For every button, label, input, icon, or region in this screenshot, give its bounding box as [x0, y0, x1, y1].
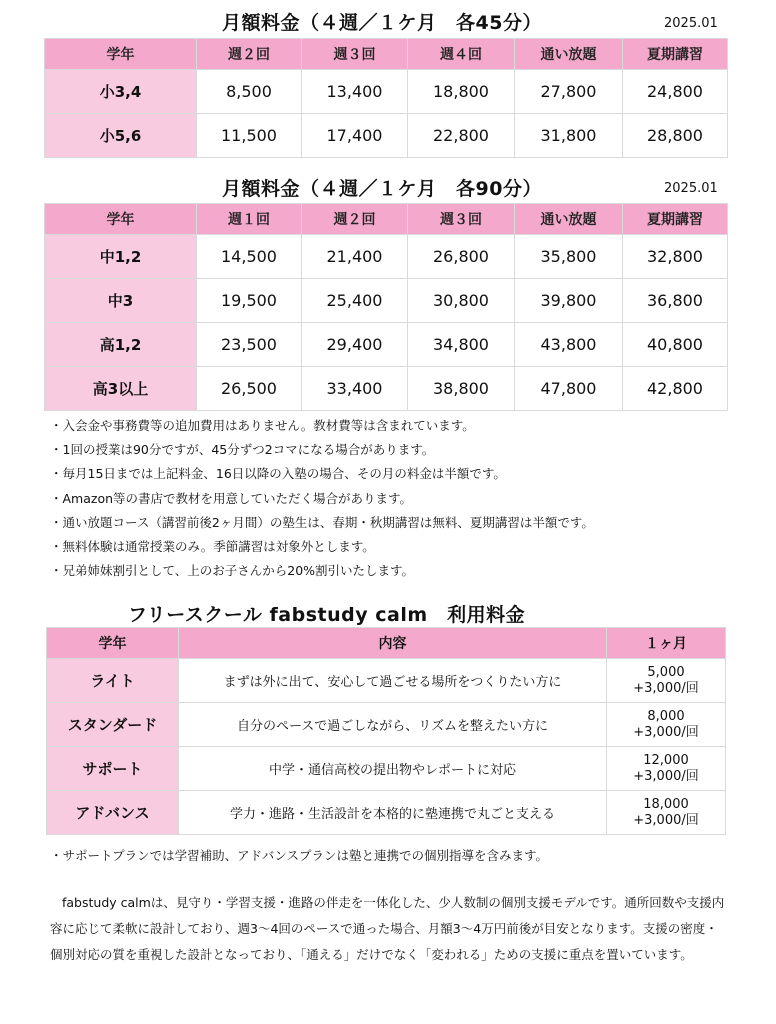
fee-value: 18,000 — [643, 796, 689, 812]
fee-cell — [607, 747, 726, 791]
grade-cell: 中1,2 — [45, 235, 197, 279]
notes-list — [50, 414, 594, 583]
price-cell: 27,800 — [515, 70, 623, 114]
note-item: ・Amazon等の書店で教材を用意していただく場合があります。 — [50, 490, 413, 506]
price-cell: 43,800 — [515, 323, 623, 367]
price-cell: 18,800 — [408, 70, 515, 114]
fee-cell — [607, 703, 726, 747]
fee-extra: +3,000/回 — [633, 724, 699, 740]
price-cell: 31,800 — [515, 114, 623, 158]
content-cell: 学力・進路・生活設計を本格的に塾連携で丸ごと支える — [179, 791, 607, 835]
table-row — [47, 791, 726, 835]
price-cell: 13,400 — [302, 70, 408, 114]
price-cell: 26,500 — [197, 367, 302, 411]
freeschool-note: ・サポートプランでは学習補助、アドバンスプランは塾と連携での個別指導を含みます。 — [50, 848, 549, 863]
fee-extra: +3,000/回 — [633, 812, 699, 828]
section2-title: 月額料金（４週／１ケ月 各90分） — [222, 178, 542, 200]
price-cell: 33,400 — [302, 367, 408, 411]
table-header-row — [47, 628, 726, 659]
fee-cell — [607, 659, 726, 703]
col-header: 週３回 — [302, 39, 408, 70]
grade-cell: 高1,2 — [45, 323, 197, 367]
price-cell: 42,800 — [623, 367, 728, 411]
col-header-grade: 学年 — [47, 628, 179, 659]
content-cell: 自分のペースで過ごしながら、リズムを整えたい方に — [179, 703, 607, 747]
price-cell: 32,800 — [623, 235, 728, 279]
table-row — [45, 279, 728, 323]
price-table-45min — [44, 38, 728, 158]
fee-value: 5,000 — [647, 664, 685, 680]
price-cell: 11,500 — [197, 114, 302, 158]
price-cell: 14,500 — [197, 235, 302, 279]
price-table-90min — [44, 203, 728, 411]
note-item: ・通い放題コース（講習前後2ヶ月間）の塾生は、春期・秋期講習は無料、夏期講習は半額です。 — [50, 514, 594, 530]
table-row — [45, 235, 728, 279]
col-header: 週４回 — [408, 39, 515, 70]
col-header-content: 内容 — [179, 628, 607, 659]
col-header: 週２回 — [302, 204, 408, 235]
fee-value: 12,000 — [643, 752, 689, 768]
price-cell: 30,800 — [408, 279, 515, 323]
note-item: ・1回の授業は90分ですが、45分ずつ2コマになる場合があります。 — [50, 442, 435, 458]
content-cell: まずは外に出て、安心して過ごせる場所をつくりたい方に — [179, 659, 607, 703]
price-cell: 21,400 — [302, 235, 408, 279]
note-item: ・入会金や事務費等の追加費用はありません。教材費等は含まれています。 — [50, 418, 475, 433]
freeschool-description: fabstudy calmは、見守り・学習支援・進路の伴走を一体化した、少人数制の個別支援モデルです。通所回数や支援内容に応じて柔軟に設計しており、週3〜4回のペースで通った場合、月額3〜4万円前後が目安となります。支援の密度・個別対応の質を重視した設計となっており、「通える」だけでなく「変われる」ための支援に重点を置いています。 — [50, 895, 725, 962]
price-cell: 38,800 — [408, 367, 515, 411]
price-cell: 23,500 — [197, 323, 302, 367]
price-cell: 47,800 — [515, 367, 623, 411]
fee-cell — [607, 791, 726, 835]
plan-cell: ライト — [47, 659, 179, 703]
content-cell: 中学・通信高校の提出物やレポートに対応 — [179, 747, 607, 791]
table-row — [47, 659, 726, 703]
col-header-grade: 学年 — [45, 204, 197, 235]
grade-cell: 小3,4 — [45, 70, 197, 114]
price-cell: 39,800 — [515, 279, 623, 323]
col-header: 週２回 — [197, 39, 302, 70]
price-cell: 17,400 — [302, 114, 408, 158]
col-header-monthly: １ヶ月 — [607, 628, 726, 659]
price-cell: 29,400 — [302, 323, 408, 367]
fee-value: 8,000 — [647, 708, 685, 724]
price-cell: 35,800 — [515, 235, 623, 279]
fee-extra: +3,000/回 — [633, 680, 699, 696]
price-cell: 8,500 — [197, 70, 302, 114]
fee-extra: +3,000/回 — [633, 768, 699, 784]
price-cell: 25,400 — [302, 279, 408, 323]
col-header: 週１回 — [197, 204, 302, 235]
price-cell: 36,800 — [623, 279, 728, 323]
price-cell: 19,500 — [197, 279, 302, 323]
table-row — [45, 323, 728, 367]
plan-cell: アドバンス — [47, 791, 179, 835]
table-row — [45, 70, 728, 114]
price-cell: 26,800 — [408, 235, 515, 279]
price-cell: 40,800 — [623, 323, 728, 367]
grade-cell: 中3 — [45, 279, 197, 323]
table-row — [45, 367, 728, 411]
note-item: ・兄弟姉妹割引として、上のお子さんから20%割引いたします。 — [50, 563, 415, 579]
plan-cell: スタンダード — [47, 703, 179, 747]
price-cell: 22,800 — [408, 114, 515, 158]
price-cell: 28,800 — [623, 114, 728, 158]
table-row — [47, 703, 726, 747]
price-cell: 24,800 — [623, 70, 728, 114]
plan-cell: サポート — [47, 747, 179, 791]
col-header: 通い放題 — [515, 204, 623, 235]
table-header-row — [45, 39, 728, 70]
col-header: 週３回 — [408, 204, 515, 235]
section2-date: 2025.01 — [664, 181, 718, 196]
grade-cell: 小5,6 — [45, 114, 197, 158]
table-header-row — [45, 204, 728, 235]
note-item: ・毎月15日までは上記料金、16日以降の入塾の場合、その月の料金は半額です。 — [50, 466, 506, 482]
col-header: 通い放題 — [515, 39, 623, 70]
note-item: ・無料体験は通常授業のみ。季節講習は対象外とします。 — [50, 539, 375, 555]
table-row — [45, 114, 728, 158]
freeschool-title: フリースクール fabstudy calm 利用料金 — [128, 604, 526, 626]
col-header: 夏期講習 — [623, 39, 728, 70]
freeschool-table — [46, 627, 726, 835]
col-header-grade: 学年 — [45, 39, 197, 70]
section1-date: 2025.01 — [664, 16, 718, 31]
price-cell: 34,800 — [408, 323, 515, 367]
col-header: 夏期講習 — [623, 204, 728, 235]
table-row — [47, 747, 726, 791]
grade-cell: 高3以上 — [45, 367, 197, 411]
section1-title: 月額料金（４週／１ケ月 各45分） — [222, 12, 542, 34]
